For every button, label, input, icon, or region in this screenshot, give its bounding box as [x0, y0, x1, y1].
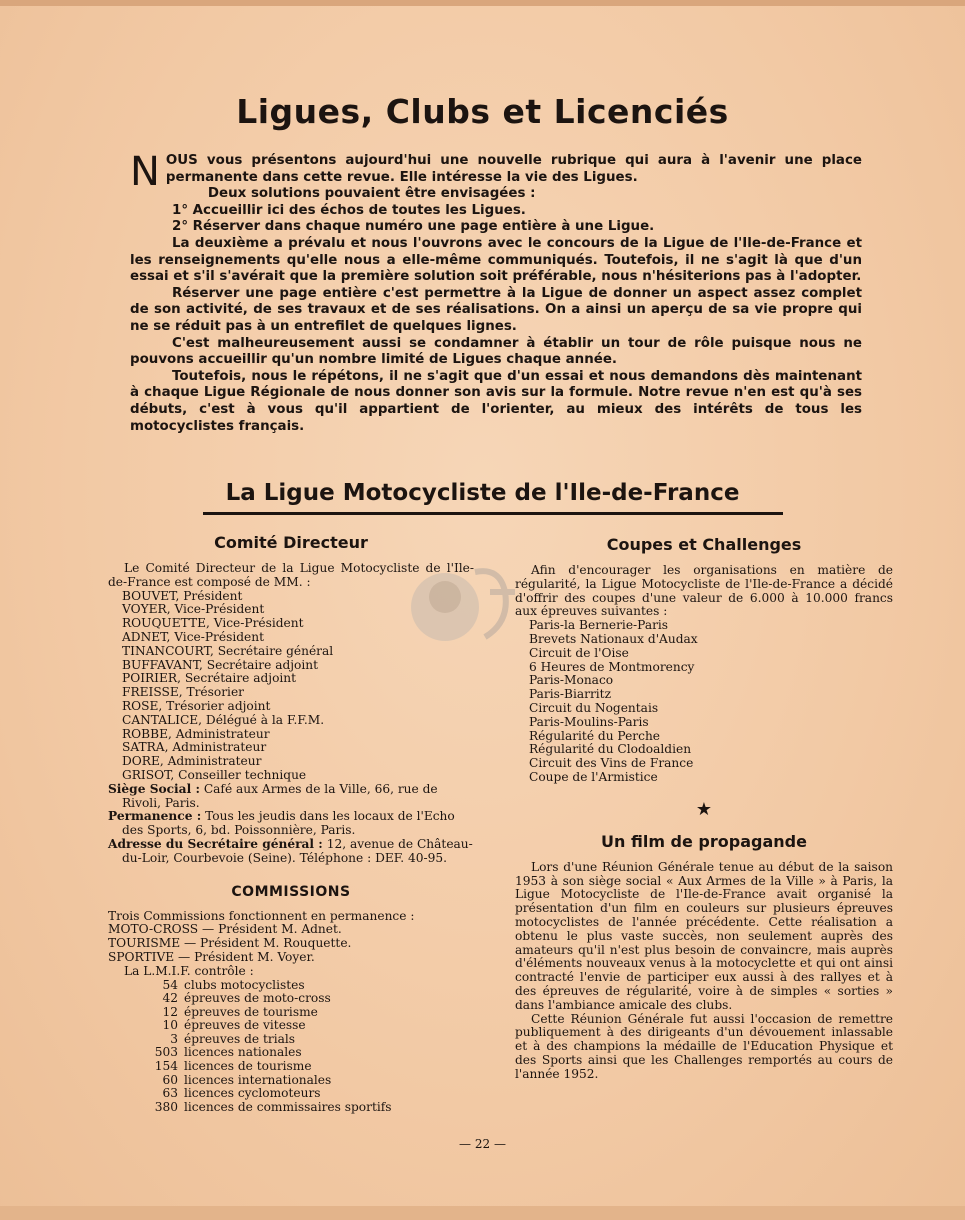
- coupes-intro: Afin d'encourager les organisations en matière de régularité, la Ligue Motocycliste de l'Ile-de-France a décidé d'offrir des coupes d'une valeur de 6.000 à 10.000 francs aux épreuves suivantes :: [515, 563, 893, 619]
- intro-paragraph-4: 2° Réserver dans chaque numéro une page entière à une Ligue.: [172, 219, 655, 235]
- comite-intro: Le Comité Directeur de la Ligue Motocycliste de l'Ile-de-France est composé de MM. :: [108, 561, 474, 589]
- list-item: ROUQUETTE, Vice-Président: [122, 616, 304, 631]
- list-item: GRISOT, Conseiller technique: [122, 767, 307, 782]
- intro-paragraph-2: Deux solutions pouvaient être envisagées :: [207, 186, 536, 202]
- intro-paragraph-5: La deuxième a prévalu et nous l'ouvrons avec le concours de la Ligue de l'Ile-de-France et les renseignements qu'elle nous a elle-même communiqués. Toutefois, il ne s'agit là que d'un essai et s'il s'avérait que la première solution soit préférable, nous n'hésiterions pas à l'adopter.: [130, 235, 862, 285]
- commissions-title: COMMISSIONS: [231, 883, 351, 900]
- table-row: [108, 992, 392, 1006]
- list-item: Régularité du Clodoaldien: [529, 742, 692, 757]
- list-item: VOYER, Vice-Président: [122, 602, 265, 617]
- section-rule: [203, 512, 783, 515]
- list-item: BUFFAVANT, Secrétaire adjoint: [122, 657, 319, 672]
- list-item: Coupe de l'Armistice: [529, 769, 658, 784]
- commissions-line: La L.M.I.F. contrôle :: [124, 963, 254, 978]
- adresse-label: Adresse du Secrétaire général :: [108, 836, 323, 851]
- stat-number: 12: [162, 1004, 178, 1019]
- list-item: BOUVET, Président: [122, 588, 243, 603]
- stat-number: 154: [154, 1059, 178, 1074]
- drop-cap: N: [130, 149, 160, 195]
- section-title: La Ligue Motocycliste de l'Ile-de-France: [225, 480, 740, 506]
- commissions-line: Trois Commissions fonctionnent en permanence :: [108, 908, 415, 923]
- comite-title: Comité Directeur: [214, 533, 368, 552]
- adresse-secretaire: [108, 838, 474, 866]
- film-paragraph-1: Lors d'une Réunion Générale tenue au début de la saison 1953 à son siège social « Aux Armes de la Ville » à Paris, la Ligue Motocycliste de l'Ile-de-France avait organisé la présentation d'un film en couleurs sur plusieurs épreuves motocyclistes de l'année précédente. Cette réalisation a obtenu le plus vaste succès, non seulement auprès des amateurs qu'il n'est plus besoin de convaincre, mais auprès d'éléments nouveaux venus à la motocyclette et qui ont ainsi contracté l'envie de participer eux aussi à des rallyes et à des épreuves de régularité, voire à de simples « sorties » dans l'ambiance amicale des clubs.: [515, 859, 893, 1012]
- table-row: [108, 1046, 392, 1060]
- star-icon: ★: [695, 798, 713, 819]
- stat-number: 3: [170, 1031, 178, 1046]
- stat-label: épreuves de vitesse: [184, 1018, 306, 1033]
- permanence: [108, 810, 474, 838]
- siege-label: Siège Social :: [108, 781, 200, 796]
- list-item: 6 Heures de Montmorency: [529, 659, 695, 674]
- stat-number: 503: [154, 1045, 178, 1060]
- list-item: Paris-la Bernerie-Paris: [529, 618, 669, 633]
- table-row: [108, 1019, 392, 1033]
- page-number: — 22 —: [459, 1137, 506, 1151]
- list-item: ROSE, Trésorier adjoint: [122, 698, 271, 713]
- table-row: [108, 1074, 392, 1088]
- list-item: TINANCOURT, Secrétaire général: [122, 643, 334, 658]
- permanence-value: Tous les jeudis dans les locaux de l'Echo des Sports, 6, bd. Poissonnière, Paris.: [122, 809, 455, 838]
- list-item: SATRA, Administrateur: [122, 740, 267, 755]
- list-item: Paris-Moulins-Paris: [529, 714, 649, 729]
- intro-paragraph-1-text: OUS vous présentons aujourd'hui une nouvelle rubrique qui aura à l'avenir une place permanente dans cette revue. Elle intéresse la vie des Ligues.: [165, 153, 862, 185]
- list-item: Circuit de l'Oise: [529, 645, 629, 660]
- table-row: [108, 1006, 392, 1020]
- stat-label: épreuves de moto-cross: [184, 991, 331, 1006]
- coupes-events: [515, 619, 893, 785]
- list-item: Régularité du Perche: [529, 728, 661, 743]
- stats-table: [108, 979, 392, 1115]
- commissions-line: MOTO-CROSS — Président M. Adnet.: [108, 922, 342, 937]
- stat-label: épreuves de trials: [184, 1031, 296, 1046]
- list-item: ADNET, Vice-Président: [122, 629, 265, 644]
- stat-label: épreuves de tourisme: [184, 1004, 318, 1019]
- intro-text: [130, 149, 862, 435]
- coupes-title: Coupes et Challenges: [606, 535, 802, 554]
- stat-number: 63: [162, 1086, 178, 1101]
- stat-number: 60: [162, 1072, 178, 1087]
- list-item: Paris-Biarritz: [529, 687, 612, 702]
- list-item: FREISSE, Trésorier: [122, 685, 244, 700]
- table-row: [108, 1033, 392, 1047]
- stat-label: licences internationales: [184, 1072, 332, 1087]
- commissions-line: SPORTIVE — Président M. Voyer.: [108, 949, 315, 964]
- list-item: DORE, Administrateur: [122, 754, 262, 769]
- stat-label: clubs motocyclistes: [184, 977, 305, 992]
- table-row: [108, 979, 392, 993]
- list-item: Paris-Monaco: [529, 673, 614, 688]
- stat-label: licences de commissaires sportifs: [184, 1099, 392, 1114]
- page-title: Ligues, Clubs et Licenciés: [236, 92, 729, 131]
- siege-value: Café aux Armes de la Ville, 66, rue de Rivoli, Paris.: [122, 781, 438, 810]
- table-row: [108, 1101, 392, 1115]
- siege-social: [108, 783, 474, 811]
- intro-paragraph-8: Toutefois, nous le répétons, il ne s'agit que d'un essai et nous demandons dès maintenant à chaque Ligue Régionale de nous donner son avis sur la formule. Notre revue n'en est qu'à ses débuts, c'est à vous qu'il appartient de l'orienter, au mieux des intérêts de tous les motocyclistes français.: [130, 368, 862, 434]
- stat-label: licences cyclomoteurs: [184, 1086, 321, 1101]
- commissions-line: TOURISME — Président M. Rouquette.: [108, 936, 352, 951]
- table-row: [108, 1087, 392, 1101]
- list-item: ROBBE, Administrateur: [122, 726, 270, 741]
- left-column: [108, 533, 474, 1114]
- intro-paragraph-6: Réserver une page entière c'est permettre à la Ligue de donner un aspect assez complet de son activité, de ses travaux et de ses réalisations. On a ainsi un aperçu de sa vie propre qui ne se réduit pas à un entrefilet de quelques lignes.: [130, 285, 862, 334]
- adresse-value: 12, avenue de Château-du-Loir, Courbevoie (Seine). Téléphone : DEF. 40-95.: [122, 836, 473, 865]
- right-column: [515, 535, 893, 1082]
- page-edge-bottom: [0, 1206, 965, 1220]
- stat-label: licences nationales: [184, 1045, 302, 1060]
- list-item: Circuit du Nogentais: [529, 700, 659, 715]
- stat-label: licences de tourisme: [184, 1059, 312, 1074]
- stat-number: 42: [162, 991, 178, 1006]
- stat-number: 54: [162, 977, 178, 992]
- stat-number: 380: [154, 1099, 178, 1114]
- table-row: [108, 1060, 392, 1074]
- list-item: Brevets Nationaux d'Audax: [529, 631, 698, 646]
- list-item: POIRIER, Secrétaire adjoint: [122, 671, 297, 686]
- permanence-label: Permanence :: [108, 809, 202, 824]
- intro-paragraph-3: 1° Accueillir ici des échos de toutes les Ligues.: [172, 202, 526, 218]
- list-item: Circuit des Vins de France: [529, 756, 694, 771]
- page-edge-top: [0, 0, 965, 6]
- intro-paragraph-7: C'est malheureusement aussi se condamner à établir un tour de rôle puisque nous ne pouvons accueillir qu'un nombre limité de Ligues chaque année.: [130, 335, 862, 368]
- film-title: Un film de propagande: [601, 831, 807, 851]
- stat-number: 10: [162, 1018, 178, 1033]
- list-item: CANTALICE, Délégué à la F.F.M.: [122, 712, 325, 727]
- comite-members: [108, 590, 474, 783]
- film-paragraph-2: Cette Réunion Générale fut aussi l'occasion de remettre publiquement à des dirigeants d'un dévouement inlassable et à des champions la médaille de l'Education Physique et des Sports ainsi que les Challenges remportés au cours de l'année 1952.: [515, 1011, 893, 1081]
